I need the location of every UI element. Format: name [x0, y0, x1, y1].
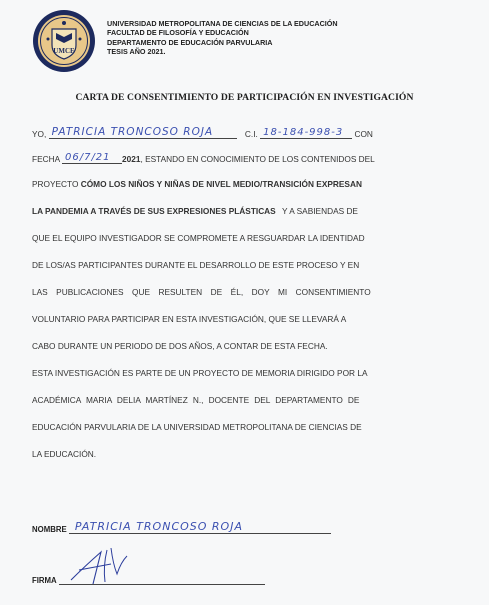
body-text: PROYECTO — [32, 179, 81, 189]
body-line-12 — [32, 422, 362, 432]
body-text: ACADÉMICA MARIA DELIA MARTÍNEZ N., DOCENTE DEL DEPARTAMENTO DE — [32, 395, 360, 405]
year-text: 2021 — [121, 154, 141, 164]
body-line-4 — [32, 206, 358, 216]
con-label: CON — [354, 129, 373, 139]
letterhead — [32, 9, 472, 81]
body-line-11 — [32, 395, 359, 405]
body-line-9 — [32, 341, 328, 351]
body-text: LAS PUBLICACIONES QUE RESULTEN DE ÉL, DOY MI CONSENTIMIENTO — [32, 287, 371, 297]
body-line-6 — [32, 260, 359, 270]
thesis-year: TESIS AÑO 2021. — [107, 47, 166, 57]
body-line-8 — [32, 314, 346, 324]
document-title: CARTA DE CONSENTIMIENTO DE PARTICIPACIÓN EN INVESTIGACIÓN — [75, 92, 414, 103]
nombre-field[interactable] — [69, 519, 331, 534]
faculty-name: FACULTAD DE FILOSOFÍA Y EDUCACIÓN — [107, 28, 249, 38]
institution-block — [107, 19, 338, 57]
body-text: CABO DURANTE UN PERIODO DE DOS AÑOS, A CONTAR DE ESTA FECHA. — [32, 341, 328, 351]
project-title-part2: LA PANDEMIA A TRAVÉS DE SUS EXPRESIONES PLÁSTICAS — [32, 206, 276, 216]
body-line-3 — [32, 179, 362, 189]
body-text: VOLUNTARIO PARA PARTICIPAR EN ESTA INVESTIGACIÓN, QUE SE LLEVARÁ A — [32, 314, 347, 324]
handwritten-date: 06/7/21 — [64, 152, 111, 163]
nombre-row — [32, 519, 331, 534]
line-yo — [32, 127, 373, 139]
name-field[interactable] — [49, 127, 237, 139]
body-text: DE LOS/AS PARTICIPANTES DURANTE EL DESARROLLO DE ESTE PROCESO Y EN — [32, 260, 360, 270]
firma-label: FIRMA — [32, 576, 57, 585]
body-text: Y A SABIENDAS DE — [282, 206, 358, 216]
university-name: UNIVERSIDAD METROPOLITANA DE CIENCIAS DE LA EDUCACIÓN — [107, 19, 338, 28]
project-title-part1: CÓMO LOS NIÑOS Y NIÑAS DE NIVEL MEDIO/TRANSICIÓN EXPRESAN — [80, 179, 362, 189]
university-seal-logo — [32, 9, 96, 73]
line-fecha — [32, 152, 375, 164]
body-text: EDUCACIÓN PARVULARIA DE LA UNIVERSIDAD METROPOLITANA DE CIENCIAS DE — [32, 422, 362, 432]
handwritten-nombre: PATRICIA TRONCOSO ROJA — [74, 520, 243, 533]
firma-field[interactable] — [59, 572, 265, 585]
body-line-13 — [32, 449, 96, 459]
department-name: DEPARTAMENTO DE EDUCACIÓN PARVULARIA — [107, 37, 273, 47]
handwritten-signature — [67, 546, 137, 586]
body-line-7 — [32, 287, 371, 297]
handwritten-ci: 18-184-998-3 — [263, 127, 344, 138]
after-date-text: , ESTANDO EN CONOCIMIENTO DE LOS CONTENIDOS DEL — [140, 154, 375, 164]
firma-row — [32, 572, 265, 585]
yo-label: YO, — [32, 129, 47, 139]
body-line-5 — [32, 233, 456, 243]
date-field[interactable] — [62, 152, 122, 164]
nombre-label: NOMBRE — [32, 525, 67, 534]
body-text: LA EDUCACIÓN. — [32, 449, 97, 459]
body-text: QUE EL EQUIPO INVESTIGADOR SE COMPROMETE A RESGUARDAR LA IDENTIDAD — [32, 233, 365, 243]
body-line-10 — [32, 368, 367, 378]
fecha-label: FECHA — [32, 154, 60, 164]
body-text: ESTA INVESTIGACIÓN ES PARTE DE UN PROYECTO DE MEMORIA DIRIGIDO POR LA — [32, 368, 368, 378]
handwritten-name: PATRICIA TRONCOSO ROJA — [51, 126, 214, 138]
ci-field[interactable] — [260, 127, 352, 139]
ci-label: C.I. — [244, 129, 258, 139]
logo-text: UMCE — [53, 47, 75, 55]
